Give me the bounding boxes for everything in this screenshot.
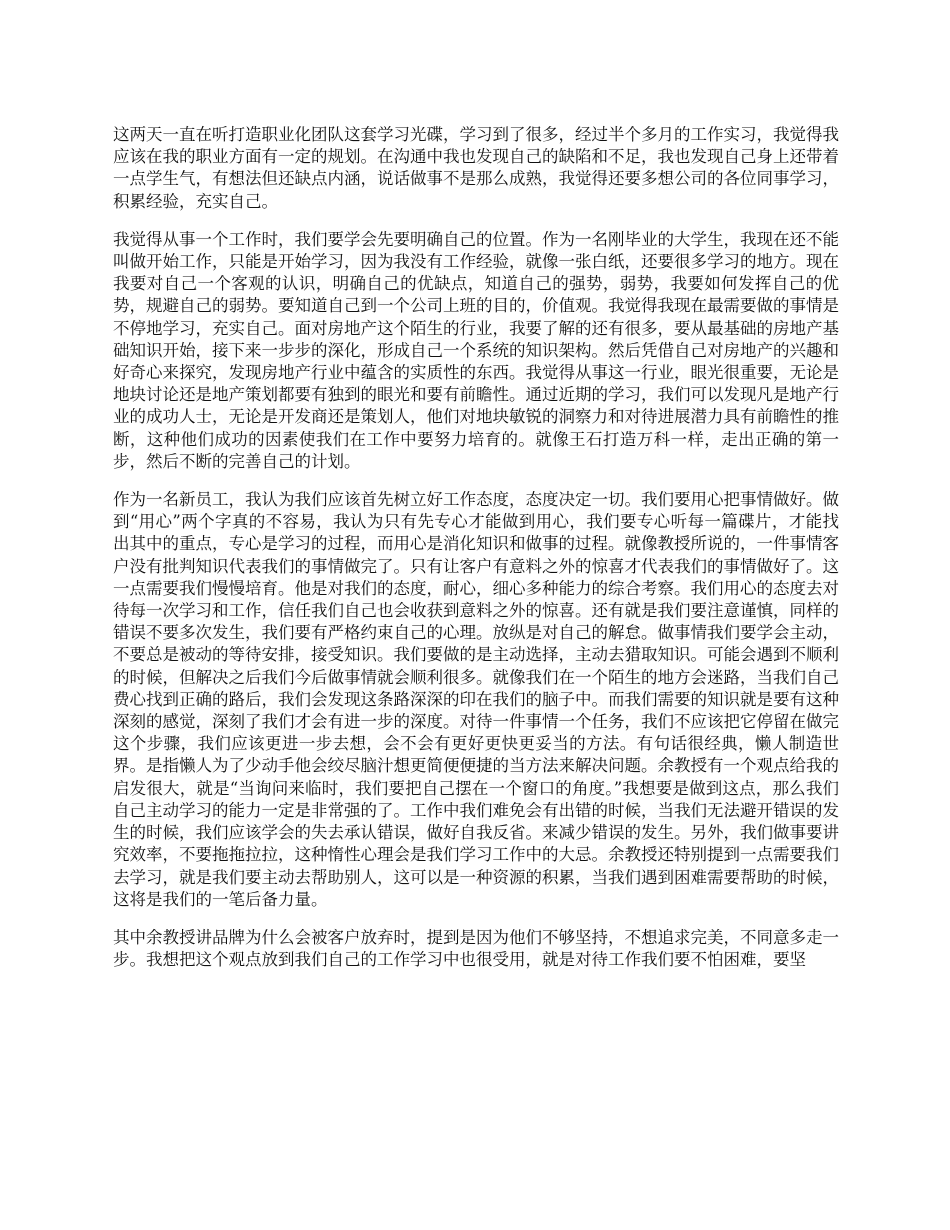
paragraph-2: 我觉得从事一个工作时，我们要学会先要明确自己的位置。作为一名刚毕业的大学生，我现在还不能叫做开始工作，只能是开始学习，因为我没有工作经验，就像一张白纸，还要很多学习的地方。现在我要对自己一个客观的认识，明确自己的优缺点，知道自己的强势，弱势，我要如何发挥自己的优势，规避自己的弱势。要知道自己到一个公司上班的目的，价值观。我觉得我现在最需要做的事情是不停地学习，充实自己。面对房地产这个陌生的行业，我要了解的还有很多，要从最基础的房地产基础知识开始，接下来一步步的深化，形成自己一个系统的知识架构。然后凭借自己对房地产的兴趣和好奇心来探究，发现房地产行业中蕴含的实质性的东西。我觉得从事这一行业，眼光很重要，无论是地块讨论还是地产策划都要有独到的眼光和要有前瞻性。通过近期的学习，我们可以发现凡是地产行业的成功人士，无论是开发商还是策划人，他们对地块敏锐的洞察力和对待进展潜力具有前瞻性的推断，这种他们成功的因素使我们在工作中要努力培育的。就像王石打造万科一样，走出正确的第一步，然后不断的完善自己的计划。 (113, 229, 839, 471)
document-body (113, 124, 839, 987)
paragraph-1: 这两天一直在听打造职业化团队这套学习光碟，学习到了很多，经过半个多月的工作实习，我觉得我应该在我的职业方面有一定的规划。在沟通中我也发现自己的缺陷和不足，我也发现自己身上还带着一点学生气，有想法但还缺点内涵，说话做事不是那么成熟，我觉得还要多想公司的各位同事学习，积累经验，充实自己。 (113, 125, 839, 211)
paragraph-4: 其中余教授讲品牌为什么会被客户放弃时，提到是因为他们不够坚持，不想追求完美，不同意多走一步。我想把这个观点放到我们自己的工作学习中也很受用，就是对待工作我们要不怕困难，要坚 (113, 927, 839, 970)
paragraph-3: 作为一名新员工，我认为我们应该首先树立好工作态度，态度决定一切。我们要用心把事情做好。做到“用心”两个字真的不容易，我认为只有先专心才能做到用心，我们要专心听每一篇碟片，才能找出其中的重点，专心是学习的过程，而用心是消化知识和做事的过程。就像教授所说的，一件事情客户没有批判知识代表我们的事情做完了。只有让客户有意料之外的惊喜才代表我们的事情做好了。这一点需要我们慢慢培育。他是对我们的态度，耐心，细心多种能力的综合考察。我们用心的态度去对待每一次学习和工作，信任我们自己也会收获到意料之外的惊喜。还有就是我们要注意谨慎，同样的错误不要多次发生，我们要有严格约束自己的心理。放纵是对自己的解怠。做事情我们要学会主动，不要总是被动的等待安排，接受知识。我们要做的是主动选择，主动去猎取知识。可能会遇到不顺利的时候，但解决之后我们今后做事情就会顺利很多。就像我们在一个陌生的地方会迷路，当我们自己费心找到正确的路后，我们会发现这条路深深的印在我们的脑子中。而我们需要的知识就是要有这种深刻的感觉，深刻了我们才会有进一步的深度。对待一件事情一个任务，我们不应该把它停留在做完这个步骤，我们应该更进一步去想，会不会有更好更快更妥当的方法。有句话很经典，懒人制造世界。是指懒人为了少动手他会绞尽脑汁想更简便便捷的当方法来解决问题。余教授有一个观点给我的启发很大，就是“当询问来临时，我们要把自己摆在一个窗口的角度。”我想要是做到这点，那么我们自己主动学习的能力一定是非常强的了。工作中我们难免会有出错的时候，当我们无法避开错误的发生的时候，我们应该学会的失去承认错误，做好自我反省。来减少错误的发生。另外，我们做事要讲究效率，不要拖拖拉拉，这种惰性心理会是我们学习工作中的大忌。余教授还特别提到一点需要我们去学习，就是我们要主动去帮助别人，这可以是一种资源的积累，当我们遇到困难需要帮助的时候，这将是我们的一笔后备力量。 (113, 490, 839, 909)
